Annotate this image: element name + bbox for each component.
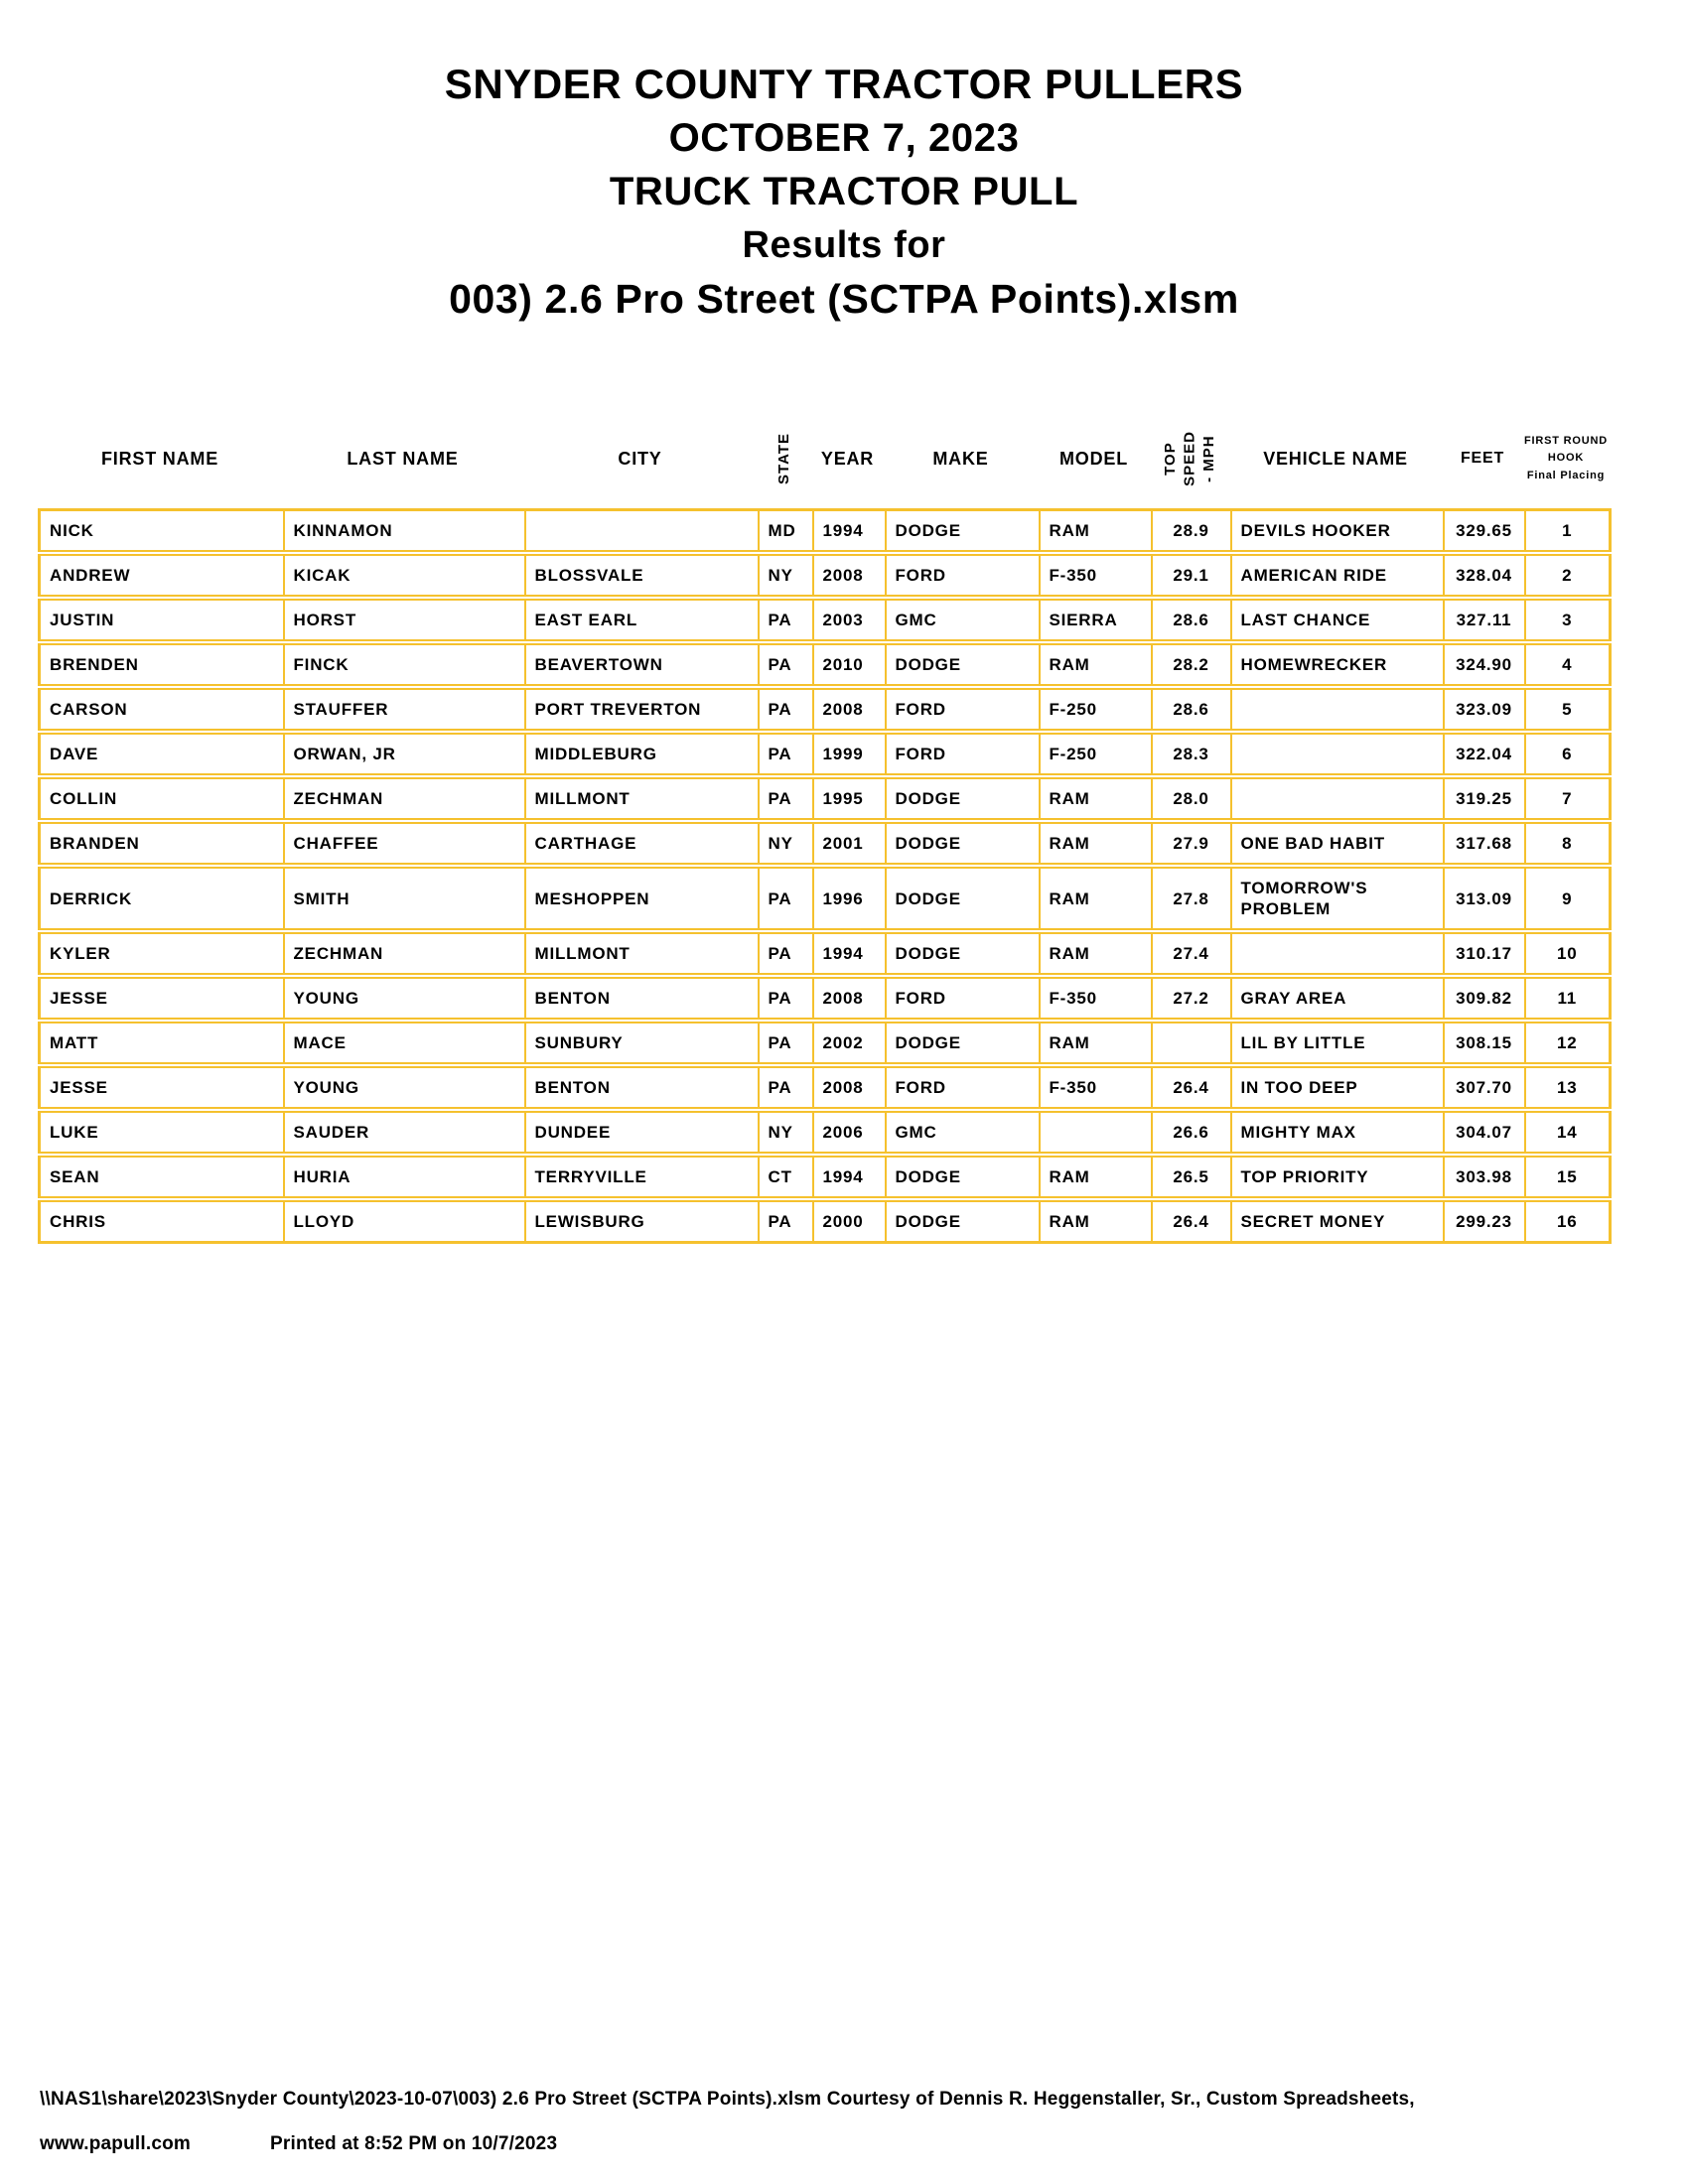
cell-top-speed: 26.4 (1152, 1065, 1231, 1110)
cell-city: MILLMONT (525, 776, 759, 821)
cell-city: EAST EARL (525, 598, 759, 642)
cell-top-speed: 28.3 (1152, 732, 1231, 776)
cell-first-name: DERRICK (40, 866, 284, 931)
cell-city: MESHOPPEN (525, 866, 759, 931)
cell-last-name: SMITH (284, 866, 525, 931)
cell-model: F-250 (1040, 687, 1152, 732)
cell-last-name: HORST (284, 598, 525, 642)
cell-top-speed: 28.6 (1152, 598, 1231, 642)
cell-feet: 309.82 (1444, 976, 1525, 1021)
cell-first-name: COLLIN (40, 776, 284, 821)
cell-last-name: SAUDER (284, 1110, 525, 1155)
cell-placing: 16 (1525, 1199, 1611, 1243)
cell-state: NY (759, 821, 813, 866)
header-cell-vehicle-name (1229, 413, 1442, 504)
cell-model: RAM (1040, 821, 1152, 866)
header-cell-top-speed (1150, 413, 1229, 504)
cell-first-name: MATT (40, 1021, 284, 1065)
cell-last-name: LLOYD (284, 1199, 525, 1243)
cell-placing: 8 (1525, 821, 1611, 866)
cell-city: CARTHAGE (525, 821, 759, 866)
cell-top-speed: 28.6 (1152, 687, 1231, 732)
cell-state: CT (759, 1155, 813, 1199)
cell-last-name: MACE (284, 1021, 525, 1065)
footer-line2 (40, 2133, 1415, 2155)
cell-placing: 11 (1525, 976, 1611, 1021)
results-table (38, 508, 1612, 1244)
cell-vehicle-name (1231, 931, 1444, 976)
cell-make: DODGE (886, 1155, 1040, 1199)
cell-vehicle-name: SECRET MONEY (1231, 1199, 1444, 1243)
cell-vehicle-name (1231, 732, 1444, 776)
cell-state: PA (759, 776, 813, 821)
cell-year: 1996 (813, 866, 886, 931)
cell-year: 1999 (813, 732, 886, 776)
cell-state: PA (759, 687, 813, 732)
cell-top-speed: 27.2 (1152, 976, 1231, 1021)
table-row (40, 1065, 1611, 1110)
cell-city: DUNDEE (525, 1110, 759, 1155)
cell-model: RAM (1040, 510, 1152, 554)
table-header-row (38, 413, 1609, 504)
cell-feet: 319.25 (1444, 776, 1525, 821)
cell-city: MIDDLEBURG (525, 732, 759, 776)
cell-feet: 310.17 (1444, 931, 1525, 976)
cell-placing: 6 (1525, 732, 1611, 776)
table-row (40, 1199, 1611, 1243)
header-label-state: STATE (774, 433, 792, 484)
cell-top-speed: 27.4 (1152, 931, 1231, 976)
footer-printed-at: Printed at 8:52 PM on 10/7/2023 (270, 2133, 558, 2154)
cell-year: 2002 (813, 1021, 886, 1065)
header-label-feet: FEET (1460, 450, 1505, 468)
cell-make: FORD (886, 553, 1040, 598)
footer-website: www.papull.com (40, 2133, 191, 2154)
table-row (40, 976, 1611, 1021)
cell-placing: 2 (1525, 553, 1611, 598)
cell-feet: 304.07 (1444, 1110, 1525, 1155)
cell-vehicle-name: LAST CHANCE (1231, 598, 1444, 642)
cell-model: RAM (1040, 866, 1152, 931)
cell-make: DODGE (886, 931, 1040, 976)
cell-feet: 324.90 (1444, 642, 1525, 687)
table-row (40, 1110, 1611, 1155)
cell-make: FORD (886, 976, 1040, 1021)
cell-vehicle-name (1231, 687, 1444, 732)
table-row (40, 553, 1611, 598)
cell-top-speed: 26.5 (1152, 1155, 1231, 1199)
table-row (40, 776, 1611, 821)
cell-city: LEWISBURG (525, 1199, 759, 1243)
cell-first-name: CHRIS (40, 1199, 284, 1243)
table-row (40, 931, 1611, 976)
class-filename: 003) 2.6 Pro Street (SCTPA Points).xlsm (449, 276, 1239, 322)
cell-feet: 317.68 (1444, 821, 1525, 866)
cell-make: FORD (886, 687, 1040, 732)
cell-last-name: KICAK (284, 553, 525, 598)
event-name: TRUCK TRACTOR PULL (609, 170, 1079, 213)
header-cell-placing (1523, 413, 1609, 504)
cell-first-name: BRENDEN (40, 642, 284, 687)
header-label-city: CITY (618, 448, 662, 469)
cell-year: 1994 (813, 931, 886, 976)
table-row (40, 598, 1611, 642)
title-block (0, 0, 1688, 326)
cell-state: PA (759, 1199, 813, 1243)
cell-model: F-250 (1040, 732, 1152, 776)
cell-first-name: DAVE (40, 732, 284, 776)
header-cell-make (884, 413, 1038, 504)
header-cell-last-name (282, 413, 523, 504)
cell-placing: 14 (1525, 1110, 1611, 1155)
cell-last-name: HURIA (284, 1155, 525, 1199)
cell-placing: 9 (1525, 866, 1611, 931)
cell-last-name: STAUFFER (284, 687, 525, 732)
cell-model: RAM (1040, 1021, 1152, 1065)
cell-top-speed: 27.9 (1152, 821, 1231, 866)
cell-model: RAM (1040, 1199, 1152, 1243)
cell-last-name: ORWAN, JR (284, 732, 525, 776)
cell-model: F-350 (1040, 976, 1152, 1021)
cell-vehicle-name: GRAY AREA (1231, 976, 1444, 1021)
header-label-model: MODEL (1059, 448, 1128, 469)
cell-vehicle-name: HOMEWRECKER (1231, 642, 1444, 687)
cell-placing: 5 (1525, 687, 1611, 732)
cell-state: PA (759, 976, 813, 1021)
cell-feet: 322.04 (1444, 732, 1525, 776)
cell-year: 1994 (813, 1155, 886, 1199)
cell-state: NY (759, 553, 813, 598)
cell-make: DODGE (886, 821, 1040, 866)
cell-model: RAM (1040, 931, 1152, 976)
cell-placing: 10 (1525, 931, 1611, 976)
header-cell-city (523, 413, 757, 504)
cell-top-speed: 26.6 (1152, 1110, 1231, 1155)
cell-make: FORD (886, 732, 1040, 776)
cell-placing: 13 (1525, 1065, 1611, 1110)
cell-first-name: SEAN (40, 1155, 284, 1199)
cell-make: DODGE (886, 866, 1040, 931)
cell-last-name: ZECHMAN (284, 931, 525, 976)
cell-placing: 1 (1525, 510, 1611, 554)
cell-feet: 329.65 (1444, 510, 1525, 554)
cell-last-name: KINNAMON (284, 510, 525, 554)
cell-city: BENTON (525, 1065, 759, 1110)
cell-vehicle-name: LIL BY LITTLE (1231, 1021, 1444, 1065)
cell-year: 2003 (813, 598, 886, 642)
cell-make: GMC (886, 598, 1040, 642)
cell-feet: 328.04 (1444, 553, 1525, 598)
cell-city: PORT TREVERTON (525, 687, 759, 732)
cell-year: 2008 (813, 976, 886, 1021)
cell-placing: 3 (1525, 598, 1611, 642)
cell-state: PA (759, 642, 813, 687)
cell-city: BENTON (525, 976, 759, 1021)
cell-vehicle-name: AMERICAN RIDE (1231, 553, 1444, 598)
cell-first-name: CARSON (40, 687, 284, 732)
header-cell-year (811, 413, 884, 504)
cell-placing: 12 (1525, 1021, 1611, 1065)
cell-year: 2008 (813, 687, 886, 732)
table-row (40, 1021, 1611, 1065)
cell-vehicle-name (1231, 776, 1444, 821)
table-row (40, 510, 1611, 554)
cell-placing: 4 (1525, 642, 1611, 687)
cell-first-name: KYLER (40, 931, 284, 976)
cell-feet: 308.15 (1444, 1021, 1525, 1065)
table-row (40, 1155, 1611, 1199)
cell-top-speed: 27.8 (1152, 866, 1231, 931)
cell-top-speed: 28.9 (1152, 510, 1231, 554)
cell-year: 2006 (813, 1110, 886, 1155)
cell-make: DODGE (886, 510, 1040, 554)
cell-first-name: NICK (40, 510, 284, 554)
cell-year: 2000 (813, 1199, 886, 1243)
header-label-placing: FIRST ROUND HOOK Final Placing (1524, 435, 1608, 481)
cell-city (525, 510, 759, 554)
cell-city: BLOSSVALE (525, 553, 759, 598)
cell-first-name: JESSE (40, 1065, 284, 1110)
cell-last-name: CHAFFEE (284, 821, 525, 866)
results-table-body (40, 510, 1611, 1243)
cell-vehicle-name: DEVILS HOOKER (1231, 510, 1444, 554)
cell-model: F-350 (1040, 553, 1152, 598)
cell-city: SUNBURY (525, 1021, 759, 1065)
cell-placing: 7 (1525, 776, 1611, 821)
cell-vehicle-name: TOMORROW'S PROBLEM (1231, 866, 1444, 931)
cell-vehicle-name: TOP PRIORITY (1231, 1155, 1444, 1199)
header-label-make: MAKE (932, 448, 989, 469)
cell-last-name: ZECHMAN (284, 776, 525, 821)
header-cell-first-name (38, 413, 282, 504)
cell-feet: 303.98 (1444, 1155, 1525, 1199)
page-footer (40, 2089, 1415, 2155)
cell-model: RAM (1040, 642, 1152, 687)
cell-state: PA (759, 1065, 813, 1110)
table-row (40, 732, 1611, 776)
cell-model: F-350 (1040, 1065, 1152, 1110)
cell-year: 1994 (813, 510, 886, 554)
header-label-last-name: LAST NAME (347, 448, 459, 469)
cell-year: 2010 (813, 642, 886, 687)
cell-state: PA (759, 1021, 813, 1065)
cell-make: GMC (886, 1110, 1040, 1155)
cell-make: DODGE (886, 1021, 1040, 1065)
cell-placing: 15 (1525, 1155, 1611, 1199)
cell-city: TERRYVILLE (525, 1155, 759, 1199)
cell-year: 2008 (813, 553, 886, 598)
cell-state: PA (759, 931, 813, 976)
cell-top-speed: 28.0 (1152, 776, 1231, 821)
header-cell-feet (1442, 413, 1523, 504)
cell-city: MILLMONT (525, 931, 759, 976)
footer-file-path: \\NAS1\share\2023\Snyder County\2023-10-07\003) 2.6 Pro Street (SCTPA Points).xlsm Courtesy of Dennis R. Heggenstaller, Sr., Custom Spreadsheets, (40, 2089, 1415, 2110)
cell-city: BEAVERTOWN (525, 642, 759, 687)
cell-state: PA (759, 866, 813, 931)
page-title: SNYDER COUNTY TRACTOR PULLERS (444, 61, 1244, 107)
table-row (40, 821, 1611, 866)
cell-feet: 323.09 (1444, 687, 1525, 732)
cell-vehicle-name: MIGHTY MAX (1231, 1110, 1444, 1155)
cell-model: RAM (1040, 1155, 1152, 1199)
table-row (40, 642, 1611, 687)
cell-first-name: JESSE (40, 976, 284, 1021)
cell-model (1040, 1110, 1152, 1155)
header-label-first-name: FIRST NAME (101, 448, 218, 469)
cell-first-name: JUSTIN (40, 598, 284, 642)
cell-feet: 327.11 (1444, 598, 1525, 642)
cell-make: FORD (886, 1065, 1040, 1110)
cell-feet: 299.23 (1444, 1199, 1525, 1243)
cell-year: 2001 (813, 821, 886, 866)
cell-year: 2008 (813, 1065, 886, 1110)
header-label-top-speed: TOP SPEED - MPH (1161, 431, 1217, 486)
cell-last-name: YOUNG (284, 1065, 525, 1110)
header-label-vehicle-name: VEHICLE NAME (1263, 448, 1408, 469)
cell-first-name: BRANDEN (40, 821, 284, 866)
cell-vehicle-name: IN TOO DEEP (1231, 1065, 1444, 1110)
cell-top-speed: 26.4 (1152, 1199, 1231, 1243)
header-label-year: YEAR (820, 448, 875, 469)
header-cell-model (1038, 413, 1150, 504)
cell-make: DODGE (886, 642, 1040, 687)
cell-top-speed: 29.1 (1152, 553, 1231, 598)
results-table-area (38, 413, 1609, 1244)
cell-year: 1995 (813, 776, 886, 821)
cell-last-name: FINCK (284, 642, 525, 687)
cell-feet: 307.70 (1444, 1065, 1525, 1110)
cell-state: NY (759, 1110, 813, 1155)
cell-make: DODGE (886, 776, 1040, 821)
cell-first-name: LUKE (40, 1110, 284, 1155)
header-cell-state (757, 413, 811, 504)
cell-model: RAM (1040, 776, 1152, 821)
cell-make: DODGE (886, 1199, 1040, 1243)
cell-last-name: YOUNG (284, 976, 525, 1021)
table-row (40, 866, 1611, 931)
event-date: OCTOBER 7, 2023 (668, 116, 1020, 160)
cell-state: PA (759, 732, 813, 776)
table-row (40, 687, 1611, 732)
cell-model: SIERRA (1040, 598, 1152, 642)
cell-state: MD (759, 510, 813, 554)
cell-feet: 313.09 (1444, 866, 1525, 931)
results-for-label: Results for (742, 224, 946, 266)
cell-vehicle-name: ONE BAD HABIT (1231, 821, 1444, 866)
cell-state: PA (759, 598, 813, 642)
cell-first-name: ANDREW (40, 553, 284, 598)
cell-top-speed: 28.2 (1152, 642, 1231, 687)
cell-top-speed (1152, 1021, 1231, 1065)
